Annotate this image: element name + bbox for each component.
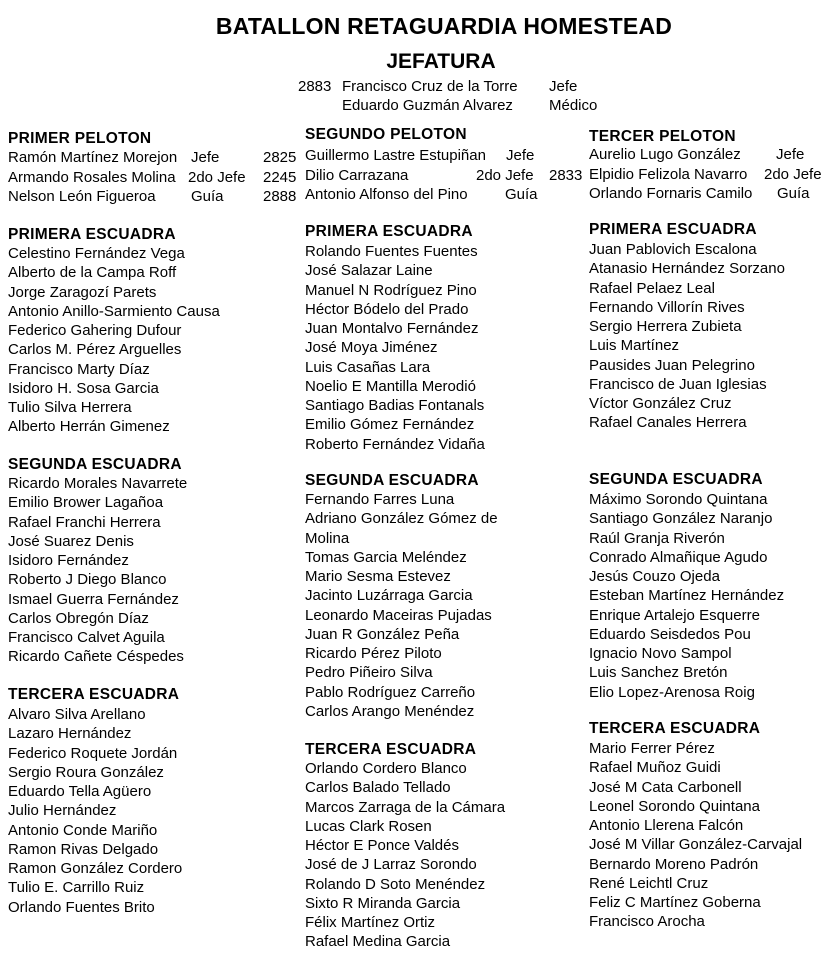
peloton-3-leader [589, 165, 829, 185]
peloton-2-heading: SEGUNDO PELOTON [305, 126, 467, 143]
squad-member: Rolando Fuentes Fuentes [305, 243, 478, 260]
squad-member-list [8, 705, 182, 917]
squad-member: Carlos Obregón Díaz [8, 609, 149, 627]
squad-member: Noelio E Mantilla Merodió [305, 377, 476, 395]
squad-member: Francisco Arocha [589, 913, 705, 931]
squad-member: Bernardo Moreno Padrón [589, 855, 759, 873]
squad-member: Federico Roquete Jordán [8, 744, 178, 762]
squad-heading: TERCERA ESCUADRA [589, 720, 761, 737]
jefatura-role: Jefe [549, 78, 578, 95]
squad-member-list [8, 244, 220, 437]
squad-member: Fernando Farres Luna [305, 491, 455, 508]
squad-heading: TERCERA ESCUADRA [8, 686, 180, 703]
squad-member: Ricardo Morales Navarrete [8, 475, 188, 492]
squad-member: Eduardo Seisdedos Pou [589, 625, 751, 643]
squad-member: Carlos Arango Menéndez [305, 702, 475, 720]
squad-member: Pablo Rodríguez Carreño [305, 683, 476, 701]
squad-member: Félix Martínez Ortiz [305, 914, 436, 931]
squad-member: Lazaro Hernández [8, 725, 132, 743]
squad-member: Isidoro Fernández [8, 552, 129, 569]
leader-number: 2245 [263, 168, 297, 186]
squad-member: Ricardo Pérez Piloto [305, 645, 442, 662]
squad-member: José de J Larraz Sorondo [305, 856, 477, 874]
squad-member: Roberto J Diego Blanco [8, 571, 167, 589]
leader-name: Guillermo Lastre Estupiñan [305, 147, 486, 164]
jefatura-row [0, 77, 830, 96]
squad-member-list [589, 739, 802, 932]
squad-member: Luis Martínez [589, 337, 680, 355]
leader-name: Antonio Alfonso del Pino [305, 186, 468, 203]
peloton-1-heading: PRIMER PELOTON [8, 130, 152, 147]
squad-member: Antonio Conde Mariño [8, 821, 158, 839]
squad-member: Carlos Balado Tellado [305, 779, 451, 797]
squad-member: Feliz C Martínez Goberna [589, 894, 761, 911]
squad-member: Eduardo Tella Agüero [8, 783, 152, 800]
jefatura-heading: JEFATURA [386, 50, 496, 73]
squad-member-list [589, 240, 785, 433]
squad-member: Federico Gahering Dufour [8, 322, 182, 339]
squad-member: Ramon González Cordero [8, 860, 183, 877]
squad-member: Francisco Marty Díaz [8, 360, 150, 378]
peloton-2-leader [305, 166, 588, 186]
squad-member: Juan Pablovich Escalona [589, 241, 757, 258]
squad-member: Sergio Herrera Zubieta [589, 318, 742, 335]
squad-member: José M Villar González-Carvajal [589, 836, 803, 854]
squad-heading: PRIMERA ESCUADRA [8, 226, 176, 243]
squad-member: Enrique Artalejo Esquerre [589, 606, 760, 624]
squad-heading: TERCERA ESCUADRA [305, 741, 477, 758]
squad-member: Máximo Sorondo Quintana [589, 491, 768, 508]
leader-role: Jefe [776, 146, 805, 163]
squad-member: Antonio Llerena Falcón [589, 817, 744, 834]
squad-member: Julio Hernández [8, 802, 117, 820]
jefatura-name: Eduardo Guzmán Alvarez [342, 97, 513, 114]
squad-member-list [589, 490, 784, 702]
squad-heading: PRIMERA ESCUADRA [589, 221, 757, 238]
squad-member: Alberto Herrán Gimenez [8, 418, 170, 436]
leader-name: Nelson León Figueroa [8, 188, 156, 205]
jefatura-number: 2883 [298, 78, 332, 95]
peloton-3-leader [589, 184, 829, 204]
squad-member: Alvaro Silva Arellano [8, 706, 146, 723]
squad-member: Sixto R Miranda Garcia [305, 894, 461, 912]
leader-number: 2833 [549, 166, 583, 184]
squad-member: Orlando Fuentes Brito [8, 898, 155, 916]
squad-member: Tulio Silva Herrera [8, 399, 132, 416]
leader-role: Guía [777, 185, 810, 202]
jefatura-row [0, 96, 830, 115]
squad-member: Elio Lopez-Arenosa Roig [589, 683, 755, 701]
squad-member: Leonel Sorondo Quintana [589, 797, 760, 815]
squad-heading: SEGUNDA ESCUADRA [305, 472, 479, 489]
leader-name: Ramón Martínez Morejon [8, 149, 178, 166]
squad-member: Isidoro H. Sosa Garcia [8, 379, 159, 397]
leader-number: 2825 [263, 149, 297, 166]
squad-member: Roberto Fernández Vidaña [305, 435, 485, 453]
squad-member: Héctor E Ponce Valdés [305, 837, 459, 854]
squad-member: Celestino Fernández Vega [8, 245, 185, 262]
squad-member: José Moya Jiménez [305, 339, 438, 357]
squad-member: Lucas Clark Rosen [305, 817, 432, 835]
squad-member: Esteban Martínez Hernández [589, 587, 785, 605]
peloton-1-leader [8, 148, 303, 168]
peloton-3-heading: TERCER PELOTON [589, 128, 736, 145]
leader-role: Jefe [191, 149, 220, 166]
squad-member: José Salazar Laine [305, 262, 433, 280]
squad-member: Rolando D Soto Menéndez [305, 875, 486, 893]
squad-member: Tomas Garcia Meléndez [305, 548, 467, 566]
squad-member: Rafael Franchi Herrera [8, 513, 161, 531]
leader-number: 2888 [263, 188, 297, 205]
leader-role: Jefe [506, 147, 535, 164]
squad-member: Emilio Gómez Fernández [305, 416, 475, 434]
squad-member: Rafael Medina Garcia [305, 933, 451, 951]
squad-member: Víctor González Cruz [589, 395, 732, 412]
leader-name: Armando Rosales Molina [8, 168, 176, 186]
squad-member: Rafael Muñoz Guidi [589, 759, 721, 777]
squad-member: Molina [305, 529, 350, 547]
squad-member-list [8, 474, 187, 667]
squad-member: Luis Sanchez Bretón [589, 664, 728, 682]
leader-name: Aurelio Lugo González [589, 146, 741, 163]
squad-member: Antonio Anillo-Sarmiento Causa [8, 302, 220, 320]
leader-role: 2do Jefe [764, 165, 822, 183]
squad-member: Ricardo Cañete Céspedes [8, 648, 184, 666]
squad-member-list [305, 242, 485, 454]
squad-member: Santiago Badias Fontanals [305, 397, 485, 414]
squad-member: Ramon Rivas Delgado [8, 840, 159, 858]
squad-member: Pedro Piñeiro Silva [305, 664, 433, 682]
squad-member: Mario Ferrer Pérez [589, 740, 715, 757]
peloton-2-leader [305, 146, 588, 166]
leader-name: Orlando Fornaris Camilo [589, 185, 753, 202]
leader-name: Elpidio Felizola Navarro [589, 165, 748, 183]
squad-heading: SEGUNDA ESCUADRA [589, 471, 763, 488]
squad-member: José Suarez Denis [8, 532, 134, 550]
peloton-2-leader [305, 185, 588, 205]
squad-member: Carlos M. Pérez Arguelles [8, 341, 182, 359]
squad-member: René Leichtl Cruz [589, 874, 709, 892]
squad-member: Tulio E. Carrillo Ruiz [8, 879, 145, 897]
squad-member: Emilio Brower Lagañoa [8, 494, 164, 512]
squad-member: Jacinto Luzárraga Garcia [305, 587, 473, 605]
squad-heading: SEGUNDA ESCUADRA [8, 456, 182, 473]
squad-member: José M Cata Carbonell [589, 778, 742, 796]
squad-member: Raúl Granja Riverón [589, 529, 725, 547]
squad-member: Manuel N Rodríguez Pino [305, 281, 477, 299]
squad-member: Fernando Villorín Rives [589, 298, 745, 316]
page-title: BATALLON RETAGUARDIA HOMESTEAD [215, 13, 673, 39]
squad-member: Adriano González Gómez de [305, 510, 498, 528]
squad-member: Mario Sesma Estevez [305, 568, 451, 585]
squad-member: Alberto de la Campa Roff [8, 264, 177, 282]
jefatura-name: Francisco Cruz de la Torre [342, 78, 518, 95]
squad-member: Ignacio Novo Sampol [589, 645, 732, 662]
jefatura-role: Médico [549, 97, 598, 114]
squad-heading: PRIMERA ESCUADRA [305, 223, 473, 240]
peloton-1-leader [8, 168, 303, 188]
squad-member: Rafael Pelaez Leal [589, 279, 715, 297]
squad-member: Héctor Bódelo del Prado [305, 300, 469, 318]
squad-member: Ismael Guerra Fernández [8, 590, 179, 608]
squad-member: Conrado Almañique Agudo [589, 548, 768, 566]
squad-member: Juan R González Peña [305, 625, 460, 643]
squad-member: Juan Montalvo Fernández [305, 320, 479, 337]
squad-member: Luis Casañas Lara [305, 358, 431, 376]
peloton-3-leader [589, 145, 829, 165]
squad-member: Atanasio Hernández Sorzano [589, 260, 785, 278]
leader-role: Guía [505, 186, 538, 203]
squad-member-list [305, 490, 498, 721]
squad-member: Marcos Zarraga de la Cámara [305, 798, 506, 816]
squad-member: Francisco de Juan Iglesias [589, 375, 767, 393]
squad-member: Pausides Juan Pelegrino [589, 356, 755, 374]
leader-role: Guía [191, 188, 224, 205]
leader-name: Dilio Carrazana [305, 166, 409, 184]
squad-member: Francisco Calvet Aguila [8, 629, 165, 646]
squad-member: Jesús Couzo Ojeda [589, 568, 720, 585]
squad-member: Orlando Cordero Blanco [305, 760, 467, 777]
leader-role: 2do Jefe [476, 166, 534, 184]
squad-member: Jorge Zaragozí Parets [8, 283, 157, 301]
leader-role: 2do Jefe [188, 168, 246, 186]
squad-member: Sergio Roura González [8, 763, 164, 781]
peloton-1-leader [8, 187, 303, 207]
squad-member: Santiago González Naranjo [589, 510, 773, 528]
squad-member: Leonardo Maceiras Pujadas [305, 606, 492, 624]
squad-member: Rafael Canales Herrera [589, 414, 747, 432]
squad-member-list [305, 759, 505, 952]
